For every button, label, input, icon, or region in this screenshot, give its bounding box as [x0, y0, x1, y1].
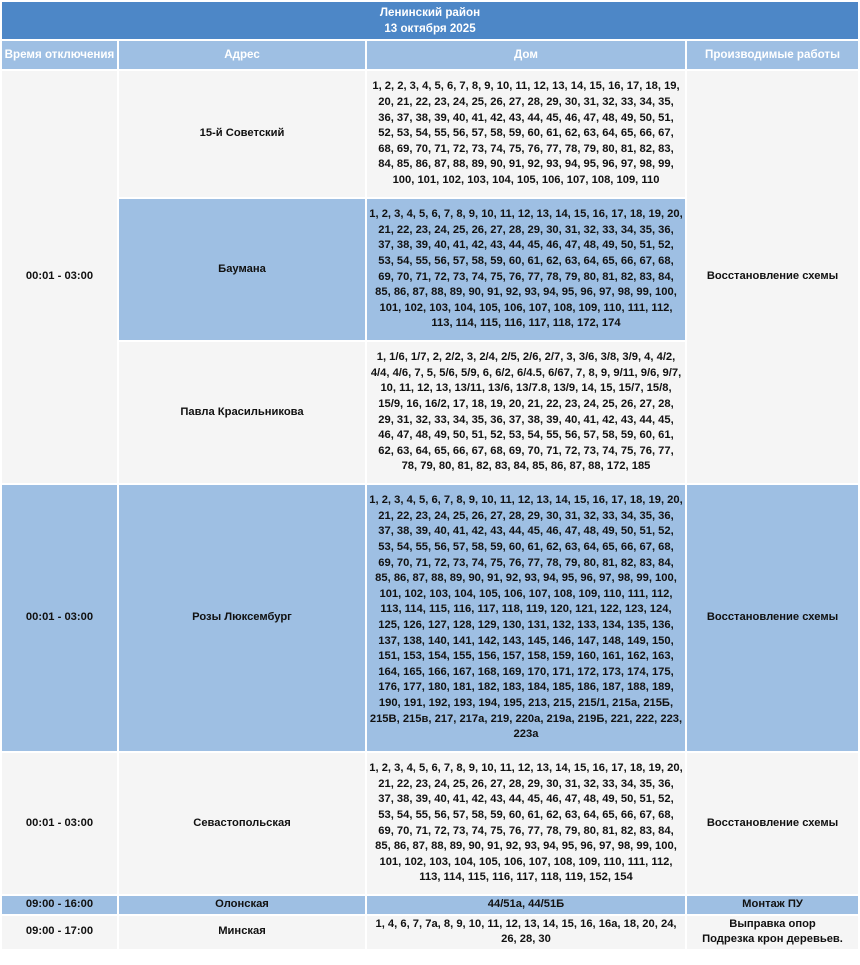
table-row [2, 71, 858, 197]
outage-time: 09:00 - 17:00 [2, 916, 117, 949]
outage-time: 09:00 - 16:00 [2, 896, 117, 914]
street-name: Минская [119, 916, 365, 949]
work-type: Восстановление схемы [687, 485, 858, 751]
work-type: Монтаж ПУ [687, 896, 858, 914]
house-list: 1, 1/6, 1/7, 2, 2/2, 3, 2/4, 2/5, 2/6, 2/7, 3, 3/6, 3/8, 3/9, 4, 4/2, 4/4, 4/6, 7, 5, 5/6, 5/9, 6, 6/2, 6/4.5, 6/67, 7, 8, 9, 9/11, 9/6, 9/7, 10, 11, 12, 13, 13/11, 13/6, 13/7.8, 13/9, 14, 15, 15/7, 15/8, 15/9, 16, 16/2, 17, 18, 19, 20, 21, 22, 23, 24, 25, 26, 27, 28, 29, 31, 32, 33, 34, 35, 36, 37, 38, 39, 40, 41, 42, 43, 44, 45, 46, 47, 48, 49, 50, 51, 52, 53, 54, 55, 56, 57, 58, 59, 60, 61, 62, 63, 64, 65, 66, 67, 68, 69, 70, 71, 72, 73, 74, 75, 76, 77, 78, 79, 80, 81, 82, 83, 84, 85, 86, 87, 88, 172, 185 [367, 342, 685, 483]
street-name: Олонская [119, 896, 365, 914]
column-header-works: Производимые работы [687, 41, 858, 69]
house-list: 1, 2, 2, 3, 4, 5, 6, 7, 8, 9, 10, 11, 12, 13, 14, 15, 16, 17, 18, 19, 20, 21, 22, 23, 24, 25, 26, 27, 28, 29, 30, 31, 32, 33, 34, 35, 36, 37, 38, 39, 40, 41, 42, 43, 44, 45, 46, 47, 48, 49, 50, 51, 52, 53, 54, 55, 56, 57, 58, 59, 60, 61, 62, 63, 64, 65, 66, 67, 68, 69, 70, 71, 72, 73, 74, 75, 76, 77, 78, 79, 80, 81, 82, 83, 84, 85, 86, 87, 88, 89, 90, 91, 92, 93, 94, 95, 96, 97, 98, 99, 100, 101, 102, 103, 104, 105, 106, 107, 108, 109, 110 [367, 71, 685, 197]
table-row [2, 485, 858, 751]
house-list: 44/51а, 44/51Б [367, 896, 685, 914]
work-type-line: Выправка опор [729, 917, 816, 930]
street-name: Севастопольская [119, 753, 365, 894]
table-row [2, 753, 858, 894]
house-list: 1, 2, 3, 4, 5, 6, 7, 8, 9, 10, 11, 12, 13, 14, 15, 16, 17, 18, 19, 20, 21, 22, 23, 24, 25, 26, 27, 28, 29, 30, 31, 32, 33, 34, 35, 36, 37, 38, 39, 40, 41, 42, 43, 44, 45, 46, 47, 48, 49, 50, 51, 52, 53, 54, 55, 56, 57, 58, 59, 60, 61, 62, 63, 64, 65, 66, 67, 68, 69, 70, 71, 72, 73, 74, 75, 76, 77, 78, 79, 80, 81, 82, 83, 84, 85, 86, 87, 88, 89, 90, 91, 92, 93, 94, 95, 96, 97, 98, 99, 100, 101, 102, 103, 104, 105, 106, 107, 108, 109, 110, 111, 112, 113, 114, 115, 116, 117, 118, 172, 174 [367, 199, 685, 340]
table-row [2, 896, 858, 914]
table-row [2, 916, 858, 949]
outage-date: 13 октября 2025 [384, 21, 476, 35]
column-header-address: Адрес [119, 41, 365, 69]
outage-time: 00:01 - 03:00 [2, 485, 117, 751]
outage-time: 00:01 - 03:00 [2, 753, 117, 894]
work-type: Восстановление схемы [687, 71, 858, 483]
street-name: Розы Люксембург [119, 485, 365, 751]
work-type [687, 916, 858, 949]
outage-time: 00:01 - 03:00 [2, 71, 117, 483]
table-title [2, 2, 858, 39]
house-list: 1, 4, 6, 7, 7а, 8, 9, 10, 11, 12, 13, 14, 15, 16, 16а, 18, 20, 24, 26, 28, 30 [367, 916, 685, 949]
work-type-line: Подрезка крон деревьев. [702, 933, 843, 946]
column-header-houses: Дом [367, 41, 685, 69]
street-name: Павла Красильникова [119, 342, 365, 483]
work-type: Восстановление схемы [687, 753, 858, 894]
column-header-time: Время отключения [2, 41, 117, 69]
street-name: Баумана [119, 199, 365, 340]
house-list: 1, 2, 3, 4, 5, 6, 7, 8, 9, 10, 11, 12, 13, 14, 15, 16, 17, 18, 19, 20, 21, 22, 23, 24, 25, 26, 27, 28, 29, 30, 31, 32, 33, 34, 35, 36, 37, 38, 39, 40, 41, 42, 43, 44, 45, 46, 47, 48, 49, 50, 51, 52, 53, 54, 55, 56, 57, 58, 59, 60, 61, 62, 63, 64, 65, 66, 67, 68, 69, 70, 71, 72, 73, 74, 75, 76, 77, 78, 79, 80, 81, 82, 83, 84, 85, 86, 87, 88, 89, 90, 91, 92, 93, 94, 95, 96, 97, 98, 99, 100, 101, 102, 103, 104, 105, 106, 107, 108, 109, 110, 111, 112, 113, 114, 115, 116, 117, 118, 119, 120, 121, 122, 123, 124, 125, 126, 127, 128, 129, 130, 131, 132, 133, 134, 135, 136, 137, 138, 140, 141, 142, 143, 145, 146, 147, 148, 149, 150, 151, 153, 154, 155, 156, 157, 158, 159, 160, 161, 162, 163, 164, 165, 166, 167, 168, 169, 170, 171, 172, 173, 174, 175, 176, 177, 180, 181, 182, 183, 184, 185, 186, 187, 188, 189, 190, 191, 192, 193, 194, 195, 213, 215, 215/1, 215а, 215Б, 215В, 215в, 217, 217а, 219, 220а, 219а, 219Б, 221, 222, 223, 223а [367, 485, 685, 751]
house-list: 1, 2, 3, 4, 5, 6, 7, 8, 9, 10, 11, 12, 13, 14, 15, 16, 17, 18, 19, 20, 21, 22, 23, 24, 25, 26, 27, 28, 29, 30, 31, 32, 33, 34, 35, 36, 37, 38, 39, 40, 41, 42, 43, 44, 45, 46, 47, 48, 49, 50, 51, 52, 53, 54, 55, 56, 57, 58, 59, 60, 61, 62, 63, 64, 65, 66, 67, 68, 69, 70, 71, 72, 73, 74, 75, 76, 77, 78, 79, 80, 81, 82, 83, 84, 85, 86, 87, 88, 89, 90, 91, 92, 93, 94, 95, 96, 97, 98, 99, 100, 101, 102, 103, 104, 105, 106, 107, 108, 109, 110, 111, 112, 113, 114, 115, 116, 117, 118, 119, 152, 154 [367, 753, 685, 894]
district-name: Ленинский район [379, 5, 481, 19]
street-name: 15-й Советский [119, 71, 365, 197]
